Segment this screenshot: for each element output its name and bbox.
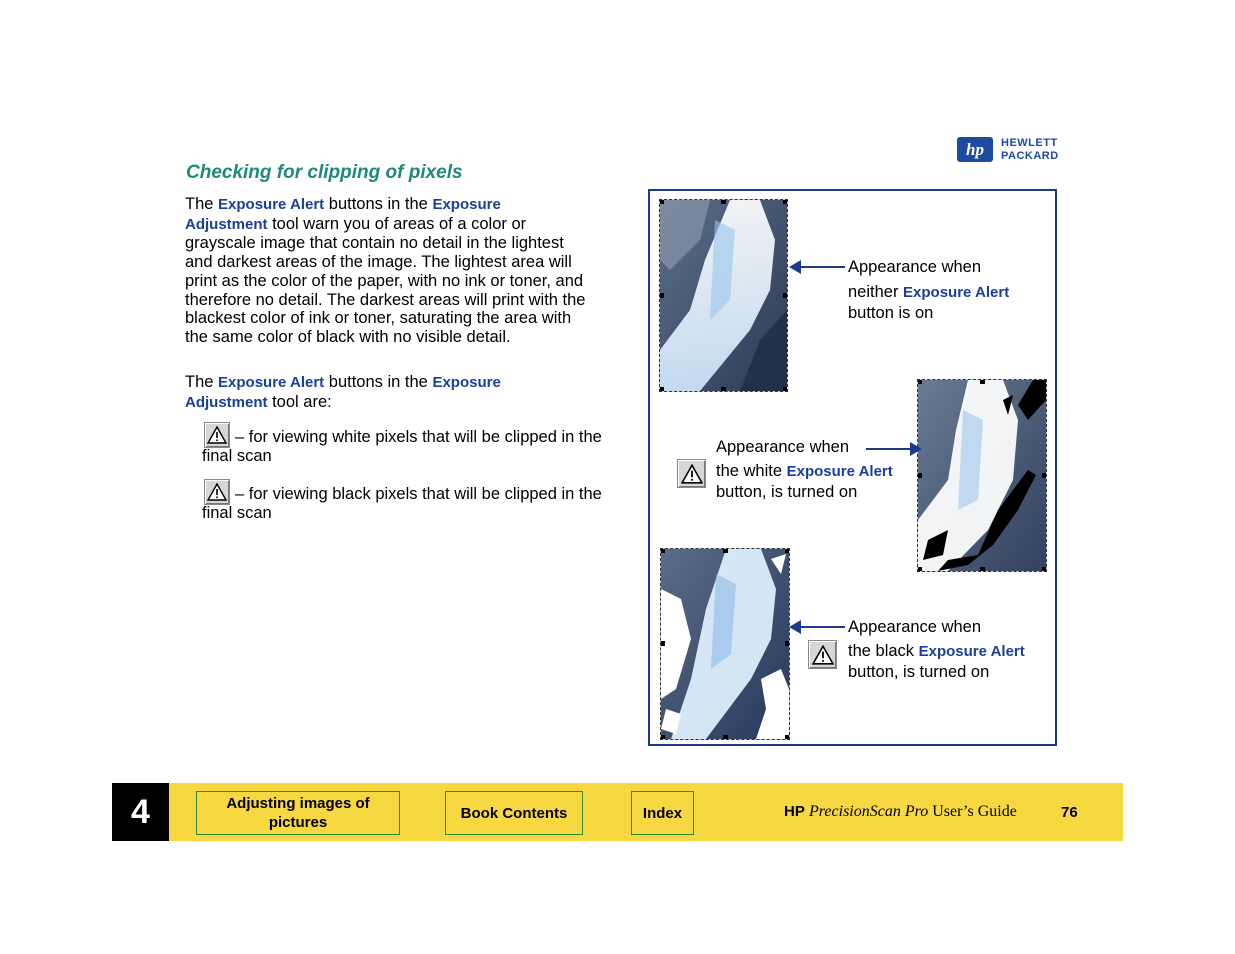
waterfall-image-normal [659,199,788,392]
chapter-number: 4 [112,783,169,841]
waterfall-image-black-alert [660,548,790,740]
exposure-alert-link[interactable]: Exposure Alert [786,463,893,480]
section-heading: Checking for clipping of pixels [186,162,463,183]
exposure-link[interactable]: Exposure [432,196,501,213]
intro-paragraph: The Exposure Alert buttons in the Exposure Adjustment tool warn you of areas of a color or grayscale image that contain no detail in the lightest and darkest areas of the image. The lightest area will print as the color of the paper, with no ink or toner, and therefore no detail. The darkest areas will print with the blackest color of ink or toner, saturating the area with the same color of black with no visible detail. [185,195,586,346]
hp-logo-text: HEWLETT PACKARD [1001,137,1059,162]
waterfall-image-white-alert [917,379,1047,572]
caption-white: Appearance when the white Exposure Alert button, is turned on [716,438,893,501]
exposure-link[interactable]: Exposure [432,374,501,391]
arrow-black [789,620,845,634]
caption-black: Appearance when the black Exposure Alert button, is turned on [848,618,1025,681]
bullet-white-pixels: – for viewing white pixels that will be clipped in the final scan [202,428,602,465]
book-contents-button[interactable]: Book Contents [445,791,583,835]
exposure-alert-link[interactable]: Exposure Alert [918,643,1025,660]
hp-logo [957,137,1077,163]
guide-title: HP PrecisionScan Pro User’s Guide [784,803,1017,820]
hp-logo-mark: hp [957,137,993,162]
arrow-neither [789,260,845,274]
exposure-alert-link[interactable]: Exposure Alert [218,196,325,213]
caption-neither: Appearance when neither Exposure Alert button is on [848,258,1010,322]
white-exposure-alert-icon [677,459,706,488]
tools-paragraph: The Exposure Alert buttons in the Exposure Adjustment tool are: [185,373,501,411]
exposure-alert-link[interactable]: Exposure Alert [903,284,1010,301]
adjustment-link[interactable]: Adjustment [185,215,268,233]
index-button[interactable]: Index [631,791,694,835]
adjustment-link[interactable]: Adjustment [185,393,268,411]
black-exposure-alert-icon [808,640,837,669]
section-button[interactable]: Adjusting images of pictures [196,791,400,835]
exposure-alert-link[interactable]: Exposure Alert [218,374,325,391]
page-number: 76 [1061,804,1078,821]
bullet-black-pixels: – for viewing black pixels that will be clipped in the final scan [202,485,602,522]
